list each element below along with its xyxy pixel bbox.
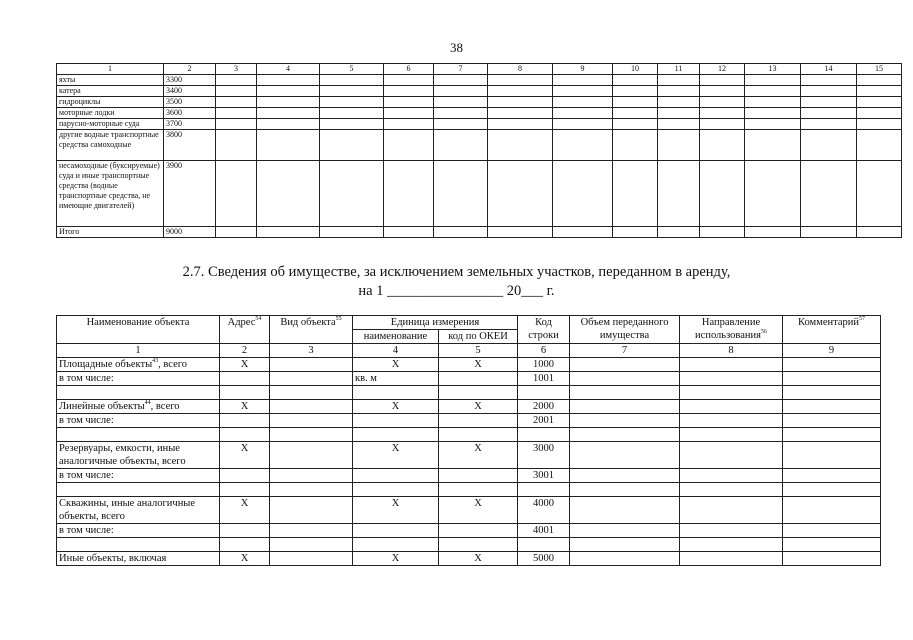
empty-cell — [270, 483, 353, 497]
row-volume — [570, 400, 680, 414]
table-row — [57, 400, 881, 414]
empty-cell — [320, 86, 384, 97]
row-type — [270, 524, 353, 538]
row-code: 1000 — [518, 358, 570, 372]
row-code: 3900 — [164, 161, 216, 227]
empty-cell — [801, 86, 857, 97]
row-comment — [783, 442, 881, 469]
row-address: Х — [220, 358, 270, 372]
spacer-row — [57, 386, 881, 400]
empty-cell — [320, 130, 384, 161]
empty-cell — [320, 108, 384, 119]
row-unit-name: Х — [353, 442, 439, 469]
empty-cell — [700, 108, 745, 119]
row-address: Х — [220, 442, 270, 469]
empty-cell — [553, 86, 613, 97]
empty-cell — [320, 161, 384, 227]
row-comment — [783, 497, 881, 524]
column-number: 4 — [257, 64, 320, 75]
row-code: 3400 — [164, 86, 216, 97]
empty-cell — [700, 227, 745, 238]
table-row — [57, 108, 902, 119]
empty-cell — [553, 119, 613, 130]
row-name: другие водные транспортные средства самоходные — [57, 130, 164, 161]
header-volume: Объем переданного имущества — [570, 316, 680, 344]
row-code: 3500 — [164, 97, 216, 108]
row-type — [270, 442, 353, 469]
header-direction: Направление использования$^{56}$ — [680, 316, 783, 344]
empty-cell — [220, 538, 270, 552]
empty-cell — [257, 108, 320, 119]
row-unit-name: Х — [353, 400, 439, 414]
vehicles-table — [56, 63, 902, 238]
row-direction — [680, 469, 783, 483]
column-number: 9 — [783, 344, 881, 358]
empty-cell — [553, 227, 613, 238]
empty-cell — [488, 108, 553, 119]
empty-cell — [857, 108, 902, 119]
empty-cell — [57, 428, 220, 442]
row-name: Скважины, иные аналогичные объекты, всего — [57, 497, 220, 524]
row-okei: Х — [439, 400, 518, 414]
column-number: 4 — [353, 344, 439, 358]
empty-cell — [783, 538, 881, 552]
empty-cell — [353, 483, 439, 497]
row-address — [220, 372, 270, 386]
empty-cell — [434, 86, 488, 97]
empty-cell — [216, 119, 257, 130]
empty-cell — [220, 428, 270, 442]
empty-cell — [518, 386, 570, 400]
empty-cell — [553, 130, 613, 161]
column-number: 6 — [518, 344, 570, 358]
empty-cell — [700, 119, 745, 130]
row-volume — [570, 372, 680, 386]
row-volume — [570, 552, 680, 566]
empty-cell — [488, 227, 553, 238]
empty-cell — [270, 428, 353, 442]
row-name: гидроциклы — [57, 97, 164, 108]
empty-cell — [220, 483, 270, 497]
row-volume — [570, 358, 680, 372]
empty-cell — [553, 161, 613, 227]
empty-cell — [434, 97, 488, 108]
table-row — [57, 372, 881, 386]
row-type — [270, 372, 353, 386]
column-number: 8 — [488, 64, 553, 75]
row-address — [220, 469, 270, 483]
row-address — [220, 524, 270, 538]
empty-cell — [216, 97, 257, 108]
column-number-row — [57, 64, 902, 75]
empty-cell — [745, 130, 801, 161]
row-direction — [680, 400, 783, 414]
row-code: 3700 — [164, 119, 216, 130]
empty-cell — [613, 97, 658, 108]
empty-cell — [216, 108, 257, 119]
row-type — [270, 552, 353, 566]
row-name: Линейные объекты$^{44}$, всего — [57, 400, 220, 414]
empty-cell — [384, 130, 434, 161]
empty-cell — [745, 86, 801, 97]
header-unit: Единица измерения — [353, 316, 518, 330]
row-volume — [570, 442, 680, 469]
empty-cell — [745, 97, 801, 108]
row-code: 9000 — [164, 227, 216, 238]
empty-cell — [553, 108, 613, 119]
row-code: 3000 — [518, 442, 570, 469]
empty-cell — [857, 75, 902, 86]
row-okei — [439, 414, 518, 428]
row-name: яхты — [57, 75, 164, 86]
header-unit-okei: код по ОКЕИ — [439, 330, 518, 344]
empty-cell — [434, 130, 488, 161]
empty-cell — [434, 108, 488, 119]
empty-cell — [745, 227, 801, 238]
empty-cell — [384, 86, 434, 97]
empty-cell — [384, 108, 434, 119]
column-number: 5 — [320, 64, 384, 75]
row-name: в том числе: — [57, 524, 220, 538]
empty-cell — [857, 161, 902, 227]
header-address: Адрес$^{54}$ — [220, 316, 270, 344]
section-date-line: на 1 ________________ 20___ г. — [358, 283, 555, 299]
empty-cell — [745, 75, 801, 86]
row-comment — [783, 372, 881, 386]
column-number: 2 — [220, 344, 270, 358]
row-code: 3300 — [164, 75, 216, 86]
empty-cell — [857, 227, 902, 238]
empty-cell — [257, 97, 320, 108]
empty-cell — [434, 227, 488, 238]
column-number: 13 — [745, 64, 801, 75]
empty-cell — [439, 538, 518, 552]
column-number: 6 — [384, 64, 434, 75]
empty-cell — [384, 119, 434, 130]
row-volume — [570, 524, 680, 538]
empty-cell — [613, 75, 658, 86]
row-code: 3600 — [164, 108, 216, 119]
row-comment — [783, 469, 881, 483]
empty-cell — [700, 97, 745, 108]
table-row — [57, 119, 902, 130]
empty-cell — [801, 108, 857, 119]
empty-cell — [57, 386, 220, 400]
row-address: Х — [220, 400, 270, 414]
header-code: Код строки — [518, 316, 570, 344]
column-number: 15 — [857, 64, 902, 75]
row-type — [270, 414, 353, 428]
empty-cell — [270, 386, 353, 400]
row-direction — [680, 442, 783, 469]
empty-cell — [216, 161, 257, 227]
row-name: катера — [57, 86, 164, 97]
row-type — [270, 400, 353, 414]
row-comment — [783, 524, 881, 538]
row-name: Резервуары, емкости, иные аналогичные объекты, всего — [57, 442, 220, 469]
column-number: 1 — [57, 344, 220, 358]
empty-cell — [745, 108, 801, 119]
empty-cell — [488, 97, 553, 108]
row-direction — [680, 372, 783, 386]
empty-cell — [384, 161, 434, 227]
table-row — [57, 161, 902, 227]
row-volume — [570, 497, 680, 524]
row-direction — [680, 552, 783, 566]
empty-cell — [216, 130, 257, 161]
row-comment — [783, 400, 881, 414]
row-direction — [680, 524, 783, 538]
empty-cell — [434, 161, 488, 227]
empty-cell — [439, 386, 518, 400]
row-okei — [439, 524, 518, 538]
row-address: Х — [220, 552, 270, 566]
column-number: 8 — [680, 344, 783, 358]
empty-cell — [216, 86, 257, 97]
empty-cell — [570, 428, 680, 442]
column-number: 14 — [801, 64, 857, 75]
table-row — [57, 442, 881, 469]
row-okei: Х — [439, 552, 518, 566]
column-number: 3 — [270, 344, 353, 358]
empty-cell — [613, 86, 658, 97]
row-volume — [570, 469, 680, 483]
empty-cell — [700, 161, 745, 227]
empty-cell — [658, 97, 700, 108]
row-unit-name — [353, 414, 439, 428]
table-row — [57, 497, 881, 524]
header-comment: Комментарий$^{57}$ — [783, 316, 881, 344]
empty-cell — [570, 483, 680, 497]
empty-cell — [270, 538, 353, 552]
empty-cell — [801, 119, 857, 130]
empty-cell — [783, 428, 881, 442]
row-type — [270, 469, 353, 483]
table-row — [57, 414, 881, 428]
empty-cell — [613, 227, 658, 238]
table-row — [57, 130, 902, 161]
row-code: 3800 — [164, 130, 216, 161]
row-address: Х — [220, 497, 270, 524]
page-number: 38 — [450, 40, 463, 55]
table-row — [57, 227, 902, 238]
empty-cell — [570, 538, 680, 552]
column-number: 1 — [57, 64, 164, 75]
row-comment — [783, 414, 881, 428]
empty-cell — [216, 227, 257, 238]
row-code: 2001 — [518, 414, 570, 428]
column-number: 12 — [700, 64, 745, 75]
empty-cell — [439, 428, 518, 442]
empty-cell — [353, 428, 439, 442]
table-row — [57, 86, 902, 97]
row-name: Иные объекты, включая — [57, 552, 220, 566]
row-unit-name — [353, 524, 439, 538]
row-name: Площадные объекты$^{43}$, всего — [57, 358, 220, 372]
empty-cell — [658, 161, 700, 227]
column-number: 10 — [613, 64, 658, 75]
empty-cell — [801, 130, 857, 161]
table-row — [57, 552, 881, 566]
empty-cell — [320, 119, 384, 130]
empty-cell — [745, 119, 801, 130]
empty-cell — [613, 130, 658, 161]
column-number: 7 — [570, 344, 680, 358]
table-row — [57, 524, 881, 538]
header-unit-name: наименование — [353, 330, 439, 344]
empty-cell — [257, 161, 320, 227]
column-number: 7 — [434, 64, 488, 75]
empty-cell — [257, 227, 320, 238]
row-direction — [680, 414, 783, 428]
spacer-row — [57, 428, 881, 442]
empty-cell — [857, 119, 902, 130]
empty-cell — [257, 75, 320, 86]
table-row — [57, 358, 881, 372]
column-number: 11 — [658, 64, 700, 75]
table-row — [57, 469, 881, 483]
spacer-row — [57, 538, 881, 552]
row-unit-name: Х — [353, 552, 439, 566]
empty-cell — [857, 130, 902, 161]
row-comment — [783, 552, 881, 566]
row-address — [220, 414, 270, 428]
empty-cell — [488, 130, 553, 161]
row-name: несамоходные (буксируемые) суда и иные транспортные средства (водные транспортные средства, не имеющие двигателей) — [57, 161, 164, 227]
row-type — [270, 497, 353, 524]
empty-cell — [488, 75, 553, 86]
row-okei: Х — [439, 497, 518, 524]
empty-cell — [745, 161, 801, 227]
row-direction — [680, 358, 783, 372]
row-unit-name: кв. м — [353, 372, 439, 386]
row-code: 2000 — [518, 400, 570, 414]
empty-cell — [613, 119, 658, 130]
empty-cell — [384, 227, 434, 238]
empty-cell — [257, 119, 320, 130]
table-row — [57, 75, 902, 86]
row-type — [270, 358, 353, 372]
row-name: в том числе: — [57, 414, 220, 428]
empty-cell — [613, 108, 658, 119]
column-number: 2 — [164, 64, 216, 75]
empty-cell — [353, 386, 439, 400]
empty-cell — [680, 538, 783, 552]
empty-cell — [658, 227, 700, 238]
empty-cell — [783, 483, 881, 497]
empty-cell — [518, 428, 570, 442]
column-number: 9 — [553, 64, 613, 75]
row-okei — [439, 372, 518, 386]
empty-cell — [801, 75, 857, 86]
row-volume — [570, 414, 680, 428]
header-name: Наименование объекта — [57, 316, 220, 344]
empty-cell — [783, 386, 881, 400]
empty-cell — [434, 119, 488, 130]
row-code: 4001 — [518, 524, 570, 538]
empty-cell — [857, 86, 902, 97]
empty-cell — [439, 483, 518, 497]
empty-cell — [553, 75, 613, 86]
section-heading: 2.7. Сведения об имуществе, за исключением земельных участков, переданном в аренду, — [182, 264, 731, 280]
empty-cell — [658, 119, 700, 130]
empty-cell — [680, 483, 783, 497]
row-unit-name: Х — [353, 358, 439, 372]
row-code: 4000 — [518, 497, 570, 524]
row-name: моторные лодки — [57, 108, 164, 119]
empty-cell — [488, 86, 553, 97]
empty-cell — [700, 75, 745, 86]
empty-cell — [680, 428, 783, 442]
empty-cell — [857, 97, 902, 108]
empty-cell — [384, 97, 434, 108]
empty-cell — [320, 227, 384, 238]
empty-cell — [57, 483, 220, 497]
empty-cell — [518, 538, 570, 552]
row-unit-name — [353, 469, 439, 483]
empty-cell — [216, 75, 257, 86]
empty-cell — [488, 119, 553, 130]
row-unit-name: Х — [353, 497, 439, 524]
empty-cell — [257, 130, 320, 161]
empty-cell — [658, 75, 700, 86]
row-direction — [680, 497, 783, 524]
empty-cell — [801, 97, 857, 108]
empty-cell — [801, 227, 857, 238]
empty-cell — [553, 97, 613, 108]
row-code: 3001 — [518, 469, 570, 483]
row-code: 5000 — [518, 552, 570, 566]
row-okei — [439, 469, 518, 483]
row-name: Итого — [57, 227, 164, 238]
empty-cell — [570, 386, 680, 400]
row-okei: Х — [439, 358, 518, 372]
column-number-row — [57, 344, 881, 358]
empty-cell — [434, 75, 488, 86]
empty-cell — [613, 161, 658, 227]
row-name: в том числе: — [57, 469, 220, 483]
empty-cell — [658, 108, 700, 119]
empty-cell — [518, 483, 570, 497]
empty-cell — [658, 130, 700, 161]
row-comment — [783, 358, 881, 372]
spacer-row — [57, 483, 881, 497]
empty-cell — [700, 86, 745, 97]
row-name: в том числе: — [57, 372, 220, 386]
column-number: 3 — [216, 64, 257, 75]
empty-cell — [680, 386, 783, 400]
empty-cell — [384, 75, 434, 86]
leased-property-table — [56, 315, 881, 566]
row-code: 1001 — [518, 372, 570, 386]
header-type: Вид объекта$^{55}$ — [270, 316, 353, 344]
empty-cell — [353, 538, 439, 552]
empty-cell — [57, 538, 220, 552]
empty-cell — [320, 97, 384, 108]
empty-cell — [220, 386, 270, 400]
empty-cell — [801, 161, 857, 227]
row-okei: Х — [439, 442, 518, 469]
empty-cell — [257, 86, 320, 97]
table-row — [57, 97, 902, 108]
empty-cell — [700, 130, 745, 161]
row-name: парусно-моторные суда — [57, 119, 164, 130]
empty-cell — [320, 75, 384, 86]
empty-cell — [658, 86, 700, 97]
column-number: 5 — [439, 344, 518, 358]
empty-cell — [488, 161, 553, 227]
